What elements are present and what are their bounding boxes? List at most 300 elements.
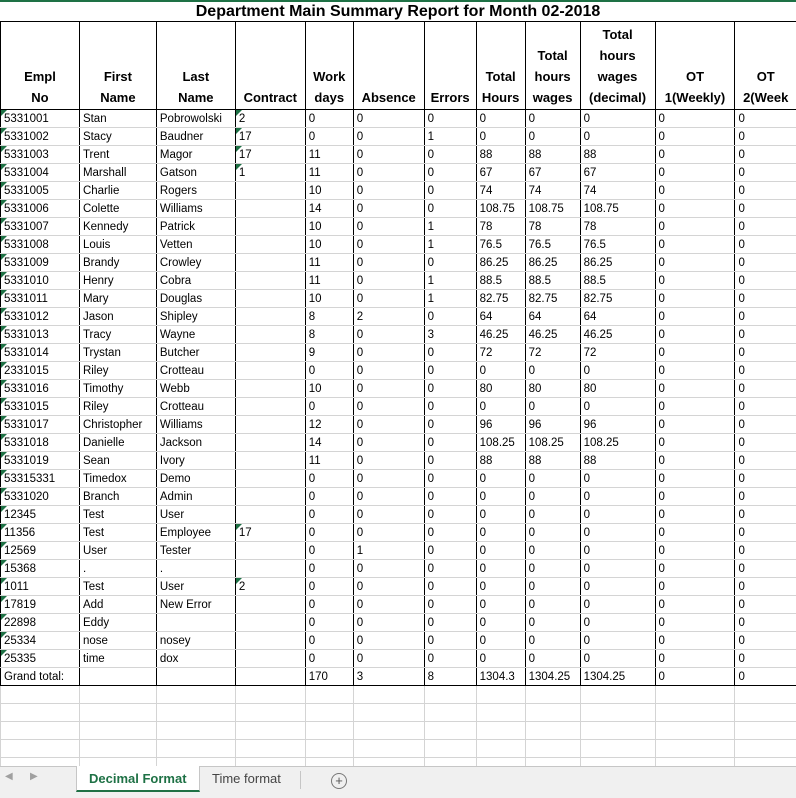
cell-contract[interactable] [235, 416, 305, 434]
header-ot1-weekly[interactable] [655, 22, 735, 110]
cell-ot2-weekly[interactable]: 0 [735, 128, 796, 146]
cell-contract[interactable] [235, 488, 305, 506]
cell-ot2-weekly[interactable] [735, 686, 796, 704]
cell-total-hours-wages-decimal[interactable]: 0 [580, 128, 655, 146]
cell-total-hours-wages[interactable]: 67 [525, 164, 580, 182]
cell-total-hours-wages[interactable]: 46.25 [525, 326, 580, 344]
cell-total-hours-wages[interactable]: 0 [525, 110, 580, 128]
cell-total-hours-wages-decimal[interactable]: 0 [580, 362, 655, 380]
cell-work-days[interactable]: 8 [305, 308, 353, 326]
cell-contract[interactable] [235, 722, 305, 740]
cell-ot1-weekly[interactable]: 0 [655, 452, 735, 470]
cell-ot1-weekly[interactable]: 0 [655, 632, 735, 650]
cell-work-days[interactable] [305, 740, 353, 758]
cell-absence[interactable]: 0 [353, 146, 424, 164]
cell-ot2-weekly[interactable]: 0 [735, 416, 796, 434]
cell-errors[interactable]: 0 [424, 434, 476, 452]
cell-errors[interactable]: 0 [424, 254, 476, 272]
cell-total-hours[interactable]: 88 [476, 452, 525, 470]
cell-first-name[interactable]: Trystan [79, 344, 156, 362]
cell-work-days[interactable]: 11 [305, 146, 353, 164]
cell-ot2-weekly[interactable] [735, 740, 796, 758]
cell-errors[interactable]: 1 [424, 236, 476, 254]
cell-first-name[interactable] [79, 758, 156, 767]
cell-first-name[interactable]: Riley [79, 398, 156, 416]
cell-ot2-weekly[interactable]: 0 [735, 290, 796, 308]
cell-contract[interactable]: 2 [235, 110, 305, 128]
cell-errors[interactable] [424, 740, 476, 758]
cell-errors[interactable] [424, 704, 476, 722]
cell-ot2-weekly[interactable]: 0 [735, 488, 796, 506]
cell-errors[interactable]: 0 [424, 146, 476, 164]
cell-contract[interactable] [235, 272, 305, 290]
cell-total-hours-wages-decimal[interactable]: 0 [580, 506, 655, 524]
cell-errors[interactable]: 0 [424, 344, 476, 362]
cell-work-days[interactable]: 0 [305, 362, 353, 380]
cell-total-hours-wages[interactable]: 0 [525, 614, 580, 632]
cell-total-hours-wages[interactable]: 0 [525, 128, 580, 146]
cell-errors[interactable]: 0 [424, 200, 476, 218]
cell-last-name[interactable]: Baudner [156, 128, 235, 146]
cell-work-days[interactable]: 0 [305, 632, 353, 650]
cell-absence[interactable] [353, 740, 424, 758]
cell-total-hours[interactable]: 0 [476, 578, 525, 596]
cell-total-hours-wages[interactable]: 80 [525, 380, 580, 398]
cell-total-hours-wages[interactable]: 0 [525, 470, 580, 488]
cell-total-hours-wages-decimal[interactable]: 0 [580, 596, 655, 614]
cell-errors[interactable]: 0 [424, 578, 476, 596]
cell-ot1-weekly[interactable]: 0 [655, 344, 735, 362]
cell-ot2-weekly[interactable]: 0 [735, 542, 796, 560]
cell-total-hours-wages[interactable]: 1304.25 [525, 668, 580, 686]
cell-empl-no[interactable]: 15368 [1, 560, 80, 578]
cell-contract[interactable] [235, 398, 305, 416]
cell-ot1-weekly[interactable]: 0 [655, 416, 735, 434]
cell-errors[interactable]: 0 [424, 632, 476, 650]
cell-absence[interactable] [353, 704, 424, 722]
cell-ot2-weekly[interactable]: 0 [735, 506, 796, 524]
cell-total-hours[interactable]: 64 [476, 308, 525, 326]
cell-empl-no[interactable]: 5331011 [1, 290, 80, 308]
cell-absence[interactable]: 0 [353, 380, 424, 398]
cell-last-name[interactable]: Rogers [156, 182, 235, 200]
cell-total-hours[interactable]: 0 [476, 488, 525, 506]
cell-work-days[interactable]: 0 [305, 650, 353, 668]
add-sheet-plus-icon[interactable]: + [331, 773, 347, 789]
cell-last-name[interactable]: Shipley [156, 308, 235, 326]
cell-work-days[interactable]: 0 [305, 506, 353, 524]
cell-total-hours-wages-decimal[interactable]: 0 [580, 488, 655, 506]
cell-contract[interactable] [235, 452, 305, 470]
cell-total-hours-wages[interactable]: 0 [525, 632, 580, 650]
cell-first-name[interactable]: nose [79, 632, 156, 650]
cell-total-hours-wages[interactable]: 0 [525, 506, 580, 524]
header-errors[interactable] [424, 22, 476, 110]
cell-empl-no[interactable]: 11356 [1, 524, 80, 542]
cell-total-hours[interactable]: 67 [476, 164, 525, 182]
cell-first-name[interactable]: Christopher [79, 416, 156, 434]
cell-contract[interactable] [235, 236, 305, 254]
cell-empl-no[interactable]: 5331002 [1, 128, 80, 146]
cell-ot1-weekly[interactable]: 0 [655, 290, 735, 308]
cell-total-hours[interactable]: 0 [476, 362, 525, 380]
cell-errors[interactable]: 0 [424, 488, 476, 506]
cell-ot1-weekly[interactable]: 0 [655, 272, 735, 290]
cell-empl-no[interactable]: 5331017 [1, 416, 80, 434]
cell-total-hours-wages[interactable]: 0 [525, 362, 580, 380]
cell-contract[interactable]: 17 [235, 128, 305, 146]
cell-total-hours-wages-decimal[interactable]: 78 [580, 218, 655, 236]
cell-work-days[interactable]: 10 [305, 182, 353, 200]
header-ot2-weekly[interactable] [735, 22, 796, 110]
cell-errors[interactable]: 0 [424, 182, 476, 200]
cell-ot2-weekly[interactable]: 0 [735, 344, 796, 362]
cell-total-hours[interactable]: 82.75 [476, 290, 525, 308]
cell-ot1-weekly[interactable] [655, 704, 735, 722]
cell-total-hours-wages-decimal[interactable]: 0 [580, 470, 655, 488]
cell-errors[interactable]: 1 [424, 272, 476, 290]
scroll-left-icon[interactable]: ◀ [5, 771, 13, 782]
cell-first-name[interactable]: . [79, 560, 156, 578]
cell-total-hours-wages[interactable]: 72 [525, 344, 580, 362]
cell-total-hours-wages-decimal[interactable] [580, 758, 655, 767]
cell-ot2-weekly[interactable]: 0 [735, 164, 796, 182]
cell-contract[interactable] [235, 506, 305, 524]
cell-contract[interactable] [235, 632, 305, 650]
cell-total-hours-wages[interactable]: 82.75 [525, 290, 580, 308]
header-first-name[interactable] [79, 22, 156, 110]
cell-errors[interactable]: 0 [424, 650, 476, 668]
cell-errors[interactable]: 0 [424, 470, 476, 488]
cell-ot2-weekly[interactable]: 0 [735, 668, 796, 686]
cell-contract[interactable] [235, 668, 305, 686]
cell-total-hours-wages[interactable]: 0 [525, 596, 580, 614]
cell-last-name[interactable]: Demo [156, 470, 235, 488]
cell-ot2-weekly[interactable]: 0 [735, 632, 796, 650]
cell-total-hours[interactable]: 72 [476, 344, 525, 362]
cell-last-name[interactable]: Wayne [156, 326, 235, 344]
cell-total-hours[interactable]: 0 [476, 524, 525, 542]
cell-last-name[interactable]: User [156, 578, 235, 596]
cell-work-days[interactable]: 11 [305, 272, 353, 290]
cell-ot1-weekly[interactable]: 0 [655, 524, 735, 542]
cell-empl-no[interactable]: 12345 [1, 506, 80, 524]
cell-total-hours[interactable] [476, 722, 525, 740]
cell-total-hours[interactable] [476, 758, 525, 767]
cell-first-name[interactable]: Branch [79, 488, 156, 506]
header-work-days[interactable] [305, 22, 353, 110]
cell-total-hours-wages[interactable]: 0 [525, 560, 580, 578]
cell-total-hours[interactable]: 76.5 [476, 236, 525, 254]
cell-total-hours-wages[interactable]: 0 [525, 650, 580, 668]
cell-ot1-weekly[interactable]: 0 [655, 362, 735, 380]
cell-total-hours-wages[interactable]: 64 [525, 308, 580, 326]
cell-ot1-weekly[interactable]: 0 [655, 146, 735, 164]
cell-total-hours[interactable]: 108.25 [476, 434, 525, 452]
cell-absence[interactable]: 0 [353, 182, 424, 200]
cell-last-name[interactable]: Magor [156, 146, 235, 164]
cell-ot2-weekly[interactable]: 0 [735, 326, 796, 344]
cell-empl-no[interactable] [1, 686, 80, 704]
cell-total-hours-wages-decimal[interactable]: 72 [580, 344, 655, 362]
cell-first-name[interactable] [79, 704, 156, 722]
cell-empl-no[interactable]: 5331004 [1, 164, 80, 182]
cell-errors[interactable]: 1 [424, 218, 476, 236]
cell-work-days[interactable]: 0 [305, 488, 353, 506]
cell-total-hours[interactable]: 0 [476, 506, 525, 524]
cell-ot2-weekly[interactable]: 0 [735, 308, 796, 326]
cell-empl-no[interactable]: 53315331 [1, 470, 80, 488]
cell-absence[interactable]: 0 [353, 326, 424, 344]
cell-ot1-weekly[interactable]: 0 [655, 218, 735, 236]
cell-absence[interactable]: 0 [353, 596, 424, 614]
cell-ot2-weekly[interactable]: 0 [735, 362, 796, 380]
cell-last-name[interactable]: Vetten [156, 236, 235, 254]
cell-total-hours-wages-decimal[interactable]: 76.5 [580, 236, 655, 254]
cell-total-hours-wages[interactable]: 0 [525, 578, 580, 596]
cell-ot1-weekly[interactable]: 0 [655, 200, 735, 218]
cell-absence[interactable]: 3 [353, 668, 424, 686]
cell-ot1-weekly[interactable]: 0 [655, 398, 735, 416]
cell-last-name[interactable]: . [156, 560, 235, 578]
cell-first-name[interactable]: Test [79, 506, 156, 524]
cell-absence[interactable]: 0 [353, 452, 424, 470]
cell-work-days[interactable]: 0 [305, 524, 353, 542]
cell-empl-no[interactable]: 22898 [1, 614, 80, 632]
cell-contract[interactable] [235, 326, 305, 344]
cell-absence[interactable] [353, 686, 424, 704]
cell-last-name[interactable]: Patrick [156, 218, 235, 236]
cell-ot2-weekly[interactable]: 0 [735, 380, 796, 398]
cell-total-hours-wages[interactable]: 108.25 [525, 434, 580, 452]
cell-contract[interactable] [235, 182, 305, 200]
cell-work-days[interactable] [305, 722, 353, 740]
cell-empl-no[interactable]: 12569 [1, 542, 80, 560]
cell-absence[interactable] [353, 758, 424, 767]
cell-contract[interactable] [235, 344, 305, 362]
cell-errors[interactable]: 0 [424, 506, 476, 524]
cell-first-name[interactable]: Charlie [79, 182, 156, 200]
cell-total-hours-wages-decimal[interactable] [580, 740, 655, 758]
cell-total-hours-wages-decimal[interactable]: 46.25 [580, 326, 655, 344]
cell-first-name[interactable]: Henry [79, 272, 156, 290]
cell-ot1-weekly[interactable]: 0 [655, 488, 735, 506]
cell-absence[interactable]: 0 [353, 110, 424, 128]
cell-ot1-weekly[interactable]: 0 [655, 470, 735, 488]
cell-ot1-weekly[interactable] [655, 686, 735, 704]
cell-empl-no[interactable]: Grand total: [1, 668, 80, 686]
cell-first-name[interactable]: Timedox [79, 470, 156, 488]
cell-total-hours[interactable]: 0 [476, 542, 525, 560]
cell-last-name[interactable] [156, 722, 235, 740]
cell-absence[interactable]: 0 [353, 488, 424, 506]
cell-errors[interactable] [424, 722, 476, 740]
cell-total-hours-wages-decimal[interactable]: 64 [580, 308, 655, 326]
cell-ot2-weekly[interactable]: 0 [735, 182, 796, 200]
cell-contract[interactable] [235, 200, 305, 218]
cell-empl-no[interactable]: 5331008 [1, 236, 80, 254]
cell-last-name[interactable]: Pobrowolski [156, 110, 235, 128]
cell-contract[interactable]: 2 [235, 578, 305, 596]
cell-empl-no[interactable]: 1011 [1, 578, 80, 596]
header-contract[interactable] [235, 22, 305, 110]
cell-total-hours-wages-decimal[interactable]: 0 [580, 632, 655, 650]
cell-ot2-weekly[interactable]: 0 [735, 596, 796, 614]
cell-errors[interactable]: 0 [424, 542, 476, 560]
cell-total-hours[interactable]: 0 [476, 650, 525, 668]
cell-total-hours[interactable]: 0 [476, 470, 525, 488]
cell-empl-no[interactable]: 5331019 [1, 452, 80, 470]
cell-ot2-weekly[interactable]: 0 [735, 524, 796, 542]
cell-total-hours-wages[interactable] [525, 740, 580, 758]
cell-contract[interactable] [235, 470, 305, 488]
cell-total-hours-wages-decimal[interactable]: 0 [580, 398, 655, 416]
cell-contract[interactable]: 1 [235, 164, 305, 182]
cell-first-name[interactable]: Eddy [79, 614, 156, 632]
cell-contract[interactable] [235, 308, 305, 326]
cell-empl-no[interactable]: 5331007 [1, 218, 80, 236]
cell-contract[interactable] [235, 218, 305, 236]
cell-ot1-weekly[interactable]: 0 [655, 254, 735, 272]
cell-first-name[interactable] [79, 722, 156, 740]
cell-total-hours-wages-decimal[interactable]: 67 [580, 164, 655, 182]
cell-empl-no[interactable] [1, 740, 80, 758]
cell-errors[interactable]: 8 [424, 668, 476, 686]
cell-contract[interactable] [235, 704, 305, 722]
cell-total-hours[interactable]: 0 [476, 128, 525, 146]
cell-work-days[interactable]: 14 [305, 434, 353, 452]
cell-ot1-weekly[interactable]: 0 [655, 668, 735, 686]
cell-total-hours-wages-decimal[interactable]: 108.75 [580, 200, 655, 218]
cell-ot2-weekly[interactable]: 0 [735, 434, 796, 452]
cell-last-name[interactable] [156, 758, 235, 767]
cell-last-name[interactable]: Douglas [156, 290, 235, 308]
cell-empl-no[interactable]: 25334 [1, 632, 80, 650]
cell-first-name[interactable]: Test [79, 578, 156, 596]
cell-ot2-weekly[interactable]: 0 [735, 236, 796, 254]
cell-total-hours-wages-decimal[interactable]: 108.25 [580, 434, 655, 452]
cell-empl-no[interactable]: 5331014 [1, 344, 80, 362]
cell-first-name[interactable]: Stan [79, 110, 156, 128]
cell-total-hours-wages-decimal[interactable]: 80 [580, 380, 655, 398]
cell-ot1-weekly[interactable] [655, 758, 735, 767]
cell-contract[interactable] [235, 434, 305, 452]
cell-last-name[interactable]: Williams [156, 200, 235, 218]
cell-absence[interactable]: 0 [353, 362, 424, 380]
cell-ot2-weekly[interactable]: 0 [735, 254, 796, 272]
cell-last-name[interactable]: Crowley [156, 254, 235, 272]
cell-ot2-weekly[interactable]: 0 [735, 146, 796, 164]
cell-total-hours-wages-decimal[interactable]: 0 [580, 614, 655, 632]
cell-absence[interactable]: 0 [353, 470, 424, 488]
cell-ot1-weekly[interactable]: 0 [655, 596, 735, 614]
cell-total-hours-wages[interactable]: 88 [525, 452, 580, 470]
cell-empl-no[interactable] [1, 758, 80, 767]
cell-last-name[interactable]: Admin [156, 488, 235, 506]
cell-total-hours-wages[interactable] [525, 704, 580, 722]
cell-ot1-weekly[interactable]: 0 [655, 380, 735, 398]
cell-last-name[interactable]: New Error [156, 596, 235, 614]
cell-errors[interactable]: 0 [424, 398, 476, 416]
cell-first-name[interactable]: Brandy [79, 254, 156, 272]
cell-errors[interactable]: 0 [424, 596, 476, 614]
cell-first-name[interactable]: Test [79, 524, 156, 542]
cell-errors[interactable]: 0 [424, 416, 476, 434]
cell-total-hours[interactable]: 88 [476, 146, 525, 164]
cell-total-hours-wages[interactable] [525, 722, 580, 740]
cell-first-name[interactable]: Colette [79, 200, 156, 218]
cell-work-days[interactable]: 11 [305, 164, 353, 182]
cell-total-hours[interactable]: 0 [476, 398, 525, 416]
cell-errors[interactable]: 0 [424, 362, 476, 380]
cell-ot2-weekly[interactable]: 0 [735, 218, 796, 236]
cell-last-name[interactable]: Gatson [156, 164, 235, 182]
cell-first-name[interactable]: Mary [79, 290, 156, 308]
cell-absence[interactable]: 0 [353, 434, 424, 452]
cell-absence[interactable]: 0 [353, 128, 424, 146]
cell-absence[interactable]: 0 [353, 254, 424, 272]
cell-last-name[interactable] [156, 740, 235, 758]
cell-first-name[interactable]: User [79, 542, 156, 560]
cell-absence[interactable]: 0 [353, 200, 424, 218]
cell-total-hours-wages-decimal[interactable] [580, 722, 655, 740]
cell-errors[interactable]: 3 [424, 326, 476, 344]
cell-total-hours-wages[interactable]: 86.25 [525, 254, 580, 272]
cell-total-hours[interactable] [476, 704, 525, 722]
cell-last-name[interactable]: Butcher [156, 344, 235, 362]
cell-total-hours-wages-decimal[interactable]: 0 [580, 110, 655, 128]
cell-ot1-weekly[interactable]: 0 [655, 560, 735, 578]
cell-first-name[interactable]: Louis [79, 236, 156, 254]
cell-absence[interactable]: 0 [353, 236, 424, 254]
cell-last-name[interactable]: Williams [156, 416, 235, 434]
cell-ot1-weekly[interactable] [655, 740, 735, 758]
cell-ot1-weekly[interactable]: 0 [655, 236, 735, 254]
cell-first-name[interactable]: Trent [79, 146, 156, 164]
header-absence[interactable] [353, 22, 424, 110]
cell-total-hours-wages[interactable]: 78 [525, 218, 580, 236]
cell-empl-no[interactable] [1, 704, 80, 722]
cell-work-days[interactable]: 10 [305, 218, 353, 236]
cell-first-name[interactable]: time [79, 650, 156, 668]
cell-total-hours-wages[interactable]: 88 [525, 146, 580, 164]
cell-work-days[interactable]: 14 [305, 200, 353, 218]
cell-first-name[interactable] [79, 686, 156, 704]
cell-ot2-weekly[interactable]: 0 [735, 110, 796, 128]
cell-work-days[interactable]: 170 [305, 668, 353, 686]
cell-ot1-weekly[interactable]: 0 [655, 110, 735, 128]
cell-ot2-weekly[interactable] [735, 704, 796, 722]
cell-last-name[interactable]: Jackson [156, 434, 235, 452]
cell-ot1-weekly[interactable]: 0 [655, 308, 735, 326]
cell-total-hours[interactable]: 86.25 [476, 254, 525, 272]
cell-total-hours-wages[interactable]: 108.75 [525, 200, 580, 218]
cell-last-name[interactable]: nosey [156, 632, 235, 650]
tab-decimal-format[interactable]: Decimal Format [76, 766, 200, 792]
cell-first-name[interactable]: Stacy [79, 128, 156, 146]
cell-empl-no[interactable]: 5331020 [1, 488, 80, 506]
cell-first-name[interactable]: Kennedy [79, 218, 156, 236]
cell-work-days[interactable]: 8 [305, 326, 353, 344]
cell-total-hours-wages-decimal[interactable]: 0 [580, 524, 655, 542]
cell-absence[interactable]: 0 [353, 164, 424, 182]
cell-ot1-weekly[interactable]: 0 [655, 650, 735, 668]
cell-total-hours-wages-decimal[interactable] [580, 686, 655, 704]
cell-empl-no[interactable]: 5331001 [1, 110, 80, 128]
cell-ot2-weekly[interactable]: 0 [735, 614, 796, 632]
cell-total-hours[interactable]: 0 [476, 632, 525, 650]
cell-total-hours[interactable]: 96 [476, 416, 525, 434]
